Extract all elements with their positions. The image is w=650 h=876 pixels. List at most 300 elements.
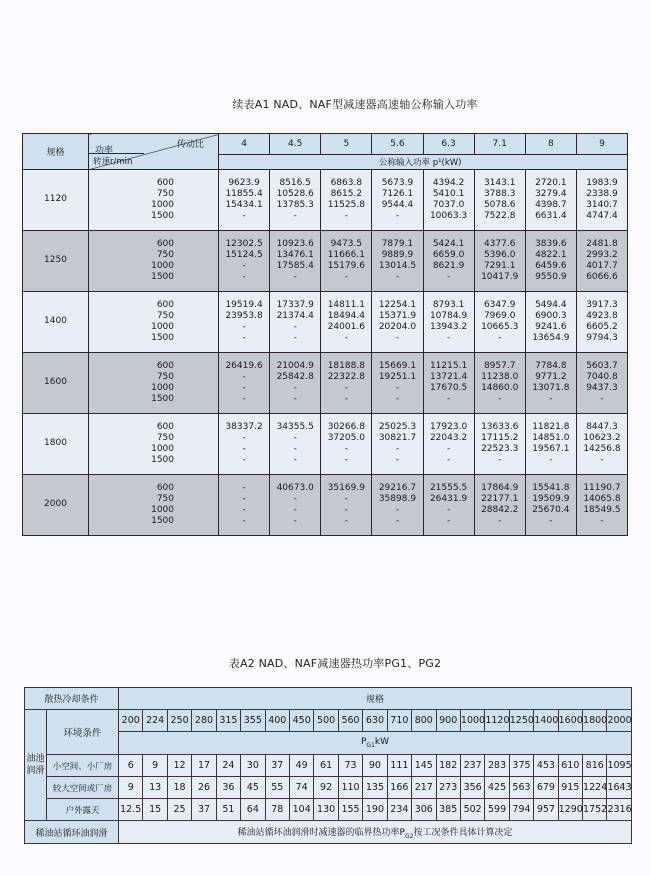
power-value: 4923.8 xyxy=(586,310,618,321)
thermal-power-value: 385 xyxy=(436,799,460,821)
power-value: 10528.6 xyxy=(276,188,314,199)
thermal-power-row xyxy=(25,755,632,777)
power-cell xyxy=(372,170,423,231)
spec-group-row xyxy=(23,292,628,353)
power-value: 4398.7 xyxy=(535,200,567,210)
power-value: - xyxy=(242,444,246,454)
power-value: 7784.8 xyxy=(535,360,567,371)
power-cell xyxy=(525,292,576,353)
power-value: 8621.9 xyxy=(432,261,465,271)
speed-value: 750 xyxy=(156,188,174,199)
power-value: 15541.8 xyxy=(532,482,570,493)
power-cell xyxy=(525,475,576,536)
circulation-lubrication-label: 稀油站循环油润滑 xyxy=(25,821,119,844)
header-unit: 公称输入功率 p¹(kW) xyxy=(219,155,628,170)
power-value: 5078.6 xyxy=(483,200,516,210)
thermal-power-value: 155 xyxy=(338,799,362,821)
power-value: 6900.3 xyxy=(535,310,567,321)
speed-list xyxy=(89,231,219,292)
thermal-power-value: 190 xyxy=(363,799,387,821)
header-cooling-condition: 散热冷却条件 xyxy=(25,688,119,710)
power-value: - xyxy=(600,394,604,405)
thermal-power-value: 1290 xyxy=(558,799,582,821)
power-value: - xyxy=(242,432,246,443)
power-cell xyxy=(219,170,270,231)
power-value: 2720.1 xyxy=(535,177,567,188)
power-value: 21555.5 xyxy=(429,482,468,493)
power-value: - xyxy=(293,516,297,527)
power-value: - xyxy=(293,211,297,222)
speed-value: 600 xyxy=(156,299,174,310)
power-value: 13721.4 xyxy=(429,371,468,382)
power-value: 6347.9 xyxy=(483,299,516,310)
thermal-power-value: 25 xyxy=(167,799,191,821)
power-value: 5603.7 xyxy=(586,360,618,371)
spec-group-row xyxy=(23,475,628,536)
header-divider xyxy=(89,153,144,154)
power-cell xyxy=(576,475,627,536)
header-unit xyxy=(119,732,632,755)
size-header: 1800 xyxy=(583,710,607,732)
power-value: 15179.6 xyxy=(327,261,365,271)
power-value: - xyxy=(344,444,348,454)
power-value: 25025.3 xyxy=(378,421,417,432)
power-value: 17670.5 xyxy=(429,383,468,393)
power-value: 12254.1 xyxy=(378,299,417,310)
thermal-power-value: 110 xyxy=(338,777,362,799)
thermal-power-value: 26 xyxy=(192,777,216,799)
header-ratio: 4.5 xyxy=(270,134,321,155)
power-value: 11666.1 xyxy=(327,249,365,260)
thermal-power-value: 9 xyxy=(143,755,167,777)
power-value: - xyxy=(242,482,246,493)
power-value: 3140.7 xyxy=(586,200,618,210)
power-value: 18188.8 xyxy=(327,360,365,371)
power-value: 4747.4 xyxy=(586,211,618,222)
power-value: 5424.1 xyxy=(432,238,465,249)
power-value: 2993.2 xyxy=(586,249,618,260)
power-value: - xyxy=(446,516,451,527)
unit-sub: G1 xyxy=(366,741,375,749)
power-value: 13633.6 xyxy=(481,421,519,432)
thermal-power-value: 1095 xyxy=(607,755,632,777)
environment-label: 户外露天 xyxy=(47,799,119,821)
power-cell xyxy=(576,414,627,475)
thermal-power-value: 957 xyxy=(534,799,558,821)
power-value: 30821.7 xyxy=(378,432,417,443)
power-value: 38337.2 xyxy=(225,421,263,432)
power-value: 14256.8 xyxy=(583,444,621,454)
power-value: - xyxy=(344,455,348,466)
header-power-label: 功率 xyxy=(95,146,114,156)
header-ratio: 5 xyxy=(321,134,372,155)
table-a2-title: 表A2 NAD、NAF减速器热功率PG1、PG2 xyxy=(228,657,442,670)
power-value: 29216.7 xyxy=(378,482,417,493)
thermal-power-value: 92 xyxy=(314,777,338,799)
power-value: - xyxy=(446,505,451,515)
power-value: 11821.8 xyxy=(532,421,570,432)
power-cell xyxy=(525,353,576,414)
power-value: 15434.1 xyxy=(225,200,263,210)
power-value: 13943.2 xyxy=(429,322,468,332)
power-value: 17864.9 xyxy=(481,482,519,493)
thermal-power-value: 166 xyxy=(387,777,411,799)
thermal-power-value: 37 xyxy=(192,799,216,821)
power-value: 8447.3 xyxy=(586,421,618,432)
thermal-power-value: 453 xyxy=(534,755,558,777)
power-value: 8516.5 xyxy=(279,177,311,188)
power-value: 13476.1 xyxy=(276,249,314,260)
power-value: 4017.7 xyxy=(586,261,618,271)
power-value: - xyxy=(344,493,348,504)
size-header: 1000 xyxy=(460,710,484,732)
size-header: 500 xyxy=(314,710,338,732)
table-a1-nominal-input-power xyxy=(22,133,628,536)
power-cell xyxy=(372,231,423,292)
size-header: 400 xyxy=(265,710,289,732)
power-cell xyxy=(321,353,372,414)
power-cell xyxy=(321,475,372,536)
spec-cell: 1800 xyxy=(23,414,89,475)
power-value: - xyxy=(293,333,297,344)
power-cell xyxy=(372,292,423,353)
size-header: 710 xyxy=(387,710,411,732)
power-value: 8793.1 xyxy=(432,299,465,310)
note-text: 稀油站循环油润滑时减速器的临界热功率P xyxy=(237,827,405,838)
speed-list xyxy=(89,292,219,353)
power-cell xyxy=(576,170,627,231)
thermal-power-value: 9 xyxy=(119,777,143,799)
power-value: - xyxy=(344,383,348,393)
power-cell xyxy=(423,475,474,536)
thermal-power-value: 49 xyxy=(289,755,313,777)
thermal-power-value: 2316 xyxy=(607,799,632,821)
power-value: 21004.9 xyxy=(276,360,314,371)
spec-cell: 1600 xyxy=(23,353,89,414)
power-value: 10923.6 xyxy=(276,238,314,249)
power-value: 7522.8 xyxy=(483,211,516,222)
speed-value: 750 xyxy=(156,493,174,504)
power-cell xyxy=(270,353,321,414)
table-a1-body xyxy=(23,170,628,536)
power-value: - xyxy=(498,333,502,344)
power-value: 21374.4 xyxy=(276,310,314,321)
power-cell xyxy=(474,231,525,292)
thermal-power-value: 563 xyxy=(509,777,533,799)
power-value: - xyxy=(242,333,246,344)
power-cell xyxy=(525,414,576,475)
size-header: 315 xyxy=(216,710,240,732)
thermal-power-value: 145 xyxy=(412,755,436,777)
speed-value: 1000 xyxy=(151,200,174,210)
thermal-power-value: 356 xyxy=(460,777,484,799)
thermal-power-value: 74 xyxy=(289,777,313,799)
power-value: 5494.4 xyxy=(535,299,567,310)
power-value: 9241.6 xyxy=(535,322,567,332)
speed-value: 1000 xyxy=(151,444,174,454)
power-value: - xyxy=(242,516,246,527)
power-cell xyxy=(423,231,474,292)
power-value: 13785.3 xyxy=(276,200,314,210)
thermal-power-value: 1752 xyxy=(583,799,607,821)
power-value: 7040.8 xyxy=(586,371,618,382)
power-value: 5396.0 xyxy=(483,249,516,260)
power-cell xyxy=(219,231,270,292)
size-header: 450 xyxy=(289,710,313,732)
thermal-power-value: 104 xyxy=(289,799,313,821)
power-value: - xyxy=(242,261,246,271)
spec-group-row xyxy=(23,170,628,231)
power-value: 13071.8 xyxy=(532,383,570,393)
thermal-power-row xyxy=(25,777,632,799)
power-value: 1983.9 xyxy=(586,177,618,188)
header-speed-label: 转速r/min xyxy=(93,157,133,167)
power-value: 14065.8 xyxy=(583,493,621,504)
power-value: - xyxy=(395,383,400,393)
power-value: 10063.3 xyxy=(429,211,468,222)
power-cell xyxy=(474,475,525,536)
power-value: - xyxy=(395,444,400,454)
power-value: 24001.6 xyxy=(327,322,365,332)
power-value: 10623.2 xyxy=(583,432,621,443)
header-spec: 规格 xyxy=(23,134,89,170)
size-header: 250 xyxy=(167,710,191,732)
thermal-power-value: 679 xyxy=(534,777,558,799)
power-value: - xyxy=(395,455,400,466)
header-ratio: 5.6 xyxy=(372,134,423,155)
circulation-note xyxy=(119,821,632,844)
size-header: 224 xyxy=(143,710,167,732)
power-value: 9550.9 xyxy=(535,272,567,283)
power-value: 8957.7 xyxy=(483,360,516,371)
speed-value: 1000 xyxy=(151,383,174,393)
power-cell xyxy=(270,231,321,292)
power-cell xyxy=(423,353,474,414)
speed-value: 600 xyxy=(156,482,174,493)
table-a1-title: 续表A1 NAD、NAF型减速器高速轴公称输入功率 xyxy=(232,98,478,111)
power-value: - xyxy=(242,505,246,515)
spec-cell: 2000 xyxy=(23,475,89,536)
power-cell xyxy=(474,170,525,231)
header-environment: 环境条件 xyxy=(47,710,119,755)
power-value: - xyxy=(549,516,553,527)
power-cell xyxy=(270,292,321,353)
environment-label: 较大空间或厂房 xyxy=(47,777,119,799)
power-cell xyxy=(321,231,372,292)
power-value: 7291.1 xyxy=(483,261,516,271)
table-a2-thermal-power xyxy=(24,687,632,844)
size-header: 1400 xyxy=(534,710,558,732)
power-value: 22177.1 xyxy=(481,493,519,504)
header-ratio-label: 传动比 xyxy=(176,140,204,150)
power-value: 19519.4 xyxy=(225,299,263,310)
speed-list xyxy=(89,170,219,231)
power-cell xyxy=(576,231,627,292)
speed-value: 1500 xyxy=(151,516,174,527)
spec-group-row xyxy=(23,353,628,414)
power-cell xyxy=(372,414,423,475)
power-value: 17585.4 xyxy=(276,261,314,271)
power-value: - xyxy=(293,394,297,405)
power-cell xyxy=(525,170,576,231)
power-value: - xyxy=(293,493,297,504)
thermal-power-value: 12.5 xyxy=(119,799,143,821)
speed-value: 600 xyxy=(156,360,174,371)
thermal-power-value: 45 xyxy=(241,777,265,799)
power-value: - xyxy=(446,272,451,283)
spec-group-row xyxy=(23,231,628,292)
power-cell xyxy=(219,475,270,536)
power-value: 19567.1 xyxy=(532,444,570,454)
thermal-power-value: 375 xyxy=(509,755,533,777)
power-cell xyxy=(576,353,627,414)
size-header: 200 xyxy=(119,710,143,732)
thermal-power-value: 6 xyxy=(119,755,143,777)
power-value: - xyxy=(395,333,400,344)
speed-value: 1000 xyxy=(151,322,174,332)
power-value: - xyxy=(498,455,502,466)
header-ratio: 6.3 xyxy=(423,134,474,155)
power-value: 9794.3 xyxy=(586,333,618,344)
thermal-power-value: 51 xyxy=(216,799,240,821)
thermal-power-value: 1643 xyxy=(607,777,632,799)
speed-list xyxy=(89,475,219,536)
power-cell xyxy=(423,170,474,231)
spec-cell: 1120 xyxy=(23,170,89,231)
thermal-power-value: 135 xyxy=(363,777,387,799)
thermal-power-value: 502 xyxy=(460,799,484,821)
power-cell xyxy=(270,414,321,475)
power-value: 14811.1 xyxy=(327,299,365,310)
power-value: 19509.9 xyxy=(532,493,570,504)
speed-value: 750 xyxy=(156,371,174,382)
power-value: - xyxy=(446,455,451,466)
size-header: 800 xyxy=(412,710,436,732)
power-value: - xyxy=(344,211,348,222)
header-spec: 规格 xyxy=(119,688,632,710)
power-value: - xyxy=(600,455,604,466)
power-cell xyxy=(423,292,474,353)
thermal-power-value: 306 xyxy=(412,799,436,821)
power-value: - xyxy=(446,394,451,405)
unit-kw: kW xyxy=(374,737,390,748)
power-value: 19251.1 xyxy=(378,371,417,382)
power-value: 3839.6 xyxy=(535,238,567,249)
size-header: 900 xyxy=(436,710,460,732)
header-diagonal-cell xyxy=(89,134,219,170)
power-value: 6631.4 xyxy=(535,211,567,222)
power-value: 15669.1 xyxy=(378,360,417,371)
speed-value: 1500 xyxy=(151,272,174,283)
power-cell xyxy=(474,353,525,414)
thermal-power-value: 816 xyxy=(583,755,607,777)
header-ratio: 4 xyxy=(219,134,270,155)
power-value: 17337.9 xyxy=(276,299,314,310)
power-value: - xyxy=(242,394,246,405)
note-text-end: 按工况条件具体计算决定 xyxy=(413,827,513,838)
speed-value: 1500 xyxy=(151,394,174,405)
power-cell xyxy=(321,414,372,475)
thermal-power-value: 78 xyxy=(265,799,289,821)
power-value: 23953.8 xyxy=(225,310,263,321)
power-value: - xyxy=(446,444,451,454)
power-value: - xyxy=(344,333,348,344)
power-value: 7037.0 xyxy=(432,200,465,210)
thermal-power-value: 1224 xyxy=(583,777,607,799)
speed-value: 600 xyxy=(156,177,174,188)
thermal-power-value: 73 xyxy=(338,755,362,777)
thermal-power-value: 237 xyxy=(460,755,484,777)
power-value: 28842.2 xyxy=(481,505,519,515)
thermal-power-row xyxy=(25,799,632,821)
thermal-power-value: 12 xyxy=(167,755,191,777)
size-header: 280 xyxy=(192,710,216,732)
power-value: - xyxy=(498,394,502,405)
power-value: - xyxy=(344,272,348,283)
unit-p: P xyxy=(360,737,367,748)
thermal-power-value: 182 xyxy=(436,755,460,777)
power-cell xyxy=(423,414,474,475)
thermal-power-value: 13 xyxy=(143,777,167,799)
power-value: 5410.1 xyxy=(432,188,465,199)
power-value: 14851.0 xyxy=(532,432,570,443)
power-value: - xyxy=(549,394,553,405)
power-value: 3788.3 xyxy=(483,188,516,199)
power-value: - xyxy=(498,516,502,527)
speed-value: 1000 xyxy=(151,505,174,515)
power-value: 7126.1 xyxy=(381,188,414,199)
power-value: 5673.9 xyxy=(381,177,414,188)
power-cell xyxy=(525,231,576,292)
power-value: - xyxy=(395,505,400,515)
spec-cell: 1250 xyxy=(23,231,89,292)
power-value: 34355.5 xyxy=(276,421,314,432)
power-value: 13654.9 xyxy=(532,333,570,344)
thermal-power-value: 915 xyxy=(558,777,582,799)
power-cell xyxy=(270,475,321,536)
power-value: 6659.0 xyxy=(432,249,465,260)
power-value: - xyxy=(344,394,348,405)
power-value: - xyxy=(293,455,297,466)
power-cell xyxy=(474,292,525,353)
power-value: 6459.6 xyxy=(535,261,567,271)
oil-bath-label: 油池润滑 xyxy=(25,710,47,821)
power-value: 25842.8 xyxy=(276,371,314,382)
power-value: 18549.5 xyxy=(583,505,621,515)
power-value: - xyxy=(293,444,297,454)
power-value: - xyxy=(293,505,297,515)
environment-label: 小空间、小厂房 xyxy=(47,755,119,777)
speed-value: 600 xyxy=(156,238,174,249)
power-value: 17923.0 xyxy=(429,421,468,432)
power-value: 14860.0 xyxy=(481,383,519,393)
power-value: - xyxy=(293,322,297,332)
power-cell xyxy=(321,170,372,231)
power-value: - xyxy=(395,272,400,283)
thermal-power-value: 794 xyxy=(509,799,533,821)
power-value: - xyxy=(242,272,246,283)
thermal-power-value: 273 xyxy=(436,777,460,799)
speed-value: 1500 xyxy=(151,455,174,466)
power-value: 7969.0 xyxy=(483,310,516,321)
power-value: 11525.8 xyxy=(327,200,365,210)
power-cell xyxy=(219,414,270,475)
speed-value: 1000 xyxy=(151,261,174,271)
power-cell xyxy=(219,353,270,414)
header-ratio: 8 xyxy=(525,134,576,155)
thermal-power-value: 37 xyxy=(265,755,289,777)
power-value: 17115.2 xyxy=(481,432,519,443)
